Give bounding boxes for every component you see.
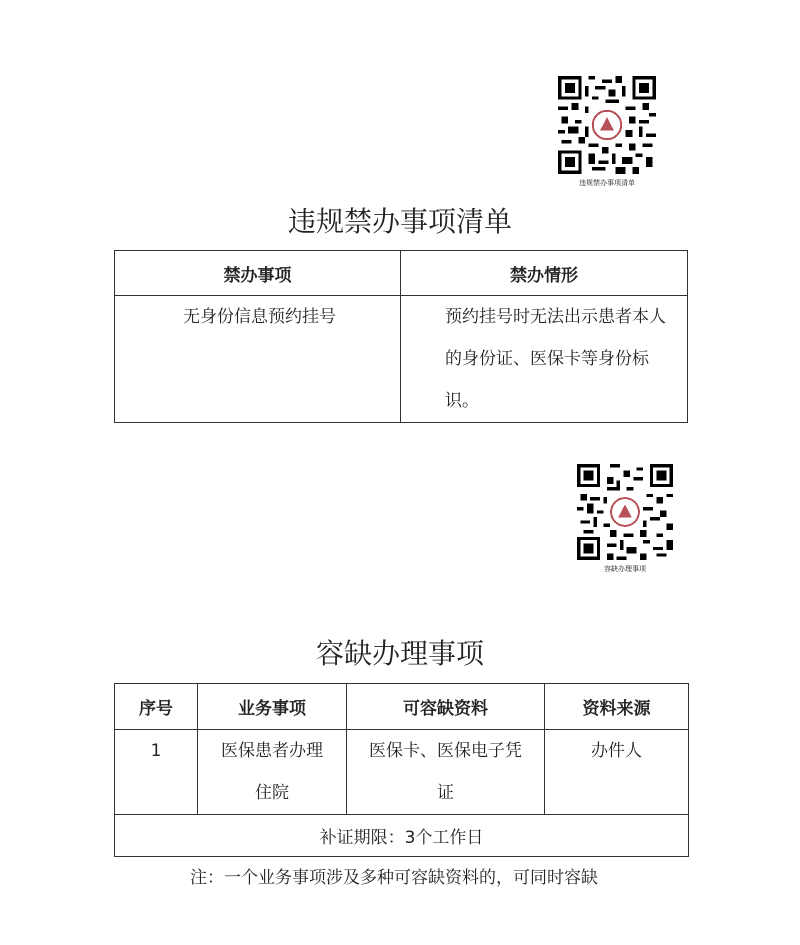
column-header: 序号 [115,684,198,730]
table-row [115,730,689,815]
deficiency-items-table [114,683,689,857]
prohibited-description-cell: 预约挂号时无法出示患者本人的身份证、医保卡等身份标识。 [401,296,688,423]
table-row [115,296,688,423]
table-header-row [115,251,688,296]
column-header: 禁办事项 [115,251,401,296]
material-source-cell: 办件人 [545,730,689,815]
column-header: 可容缺资料 [347,684,545,730]
business-item-cell: 医保患者办理住院 [198,730,347,815]
section-title: 违规禁办事项清单 [287,205,512,238]
qr-code-block-top [556,76,658,188]
qr-code-icon [558,76,656,174]
prohibited-items-table [114,250,688,423]
qr-code-icon [577,464,673,560]
table-header-row [115,684,689,730]
column-header: 禁办情形 [401,251,688,296]
footnote: 注：一个业务事项涉及多种可容缺资料的，可同时容缺 [190,868,598,888]
table-footer-row [115,815,689,857]
deferrable-materials-cell: 医保卡、医保电子凭证 [347,730,545,815]
qr-caption: 容缺办理事项 [604,565,646,573]
column-header: 资料来源 [545,684,689,730]
section-title: 容缺办理事项 [315,637,484,670]
qr-code-block-middle [576,464,674,574]
prohibited-item-cell: 无身份信息预约挂号 [115,296,401,423]
qr-caption: 违规禁办事项清单 [579,179,635,187]
supplement-deadline-cell: 补证期限：3个工作日 [115,815,689,857]
row-number-cell: 1 [115,730,198,815]
column-header: 业务事项 [198,684,347,730]
